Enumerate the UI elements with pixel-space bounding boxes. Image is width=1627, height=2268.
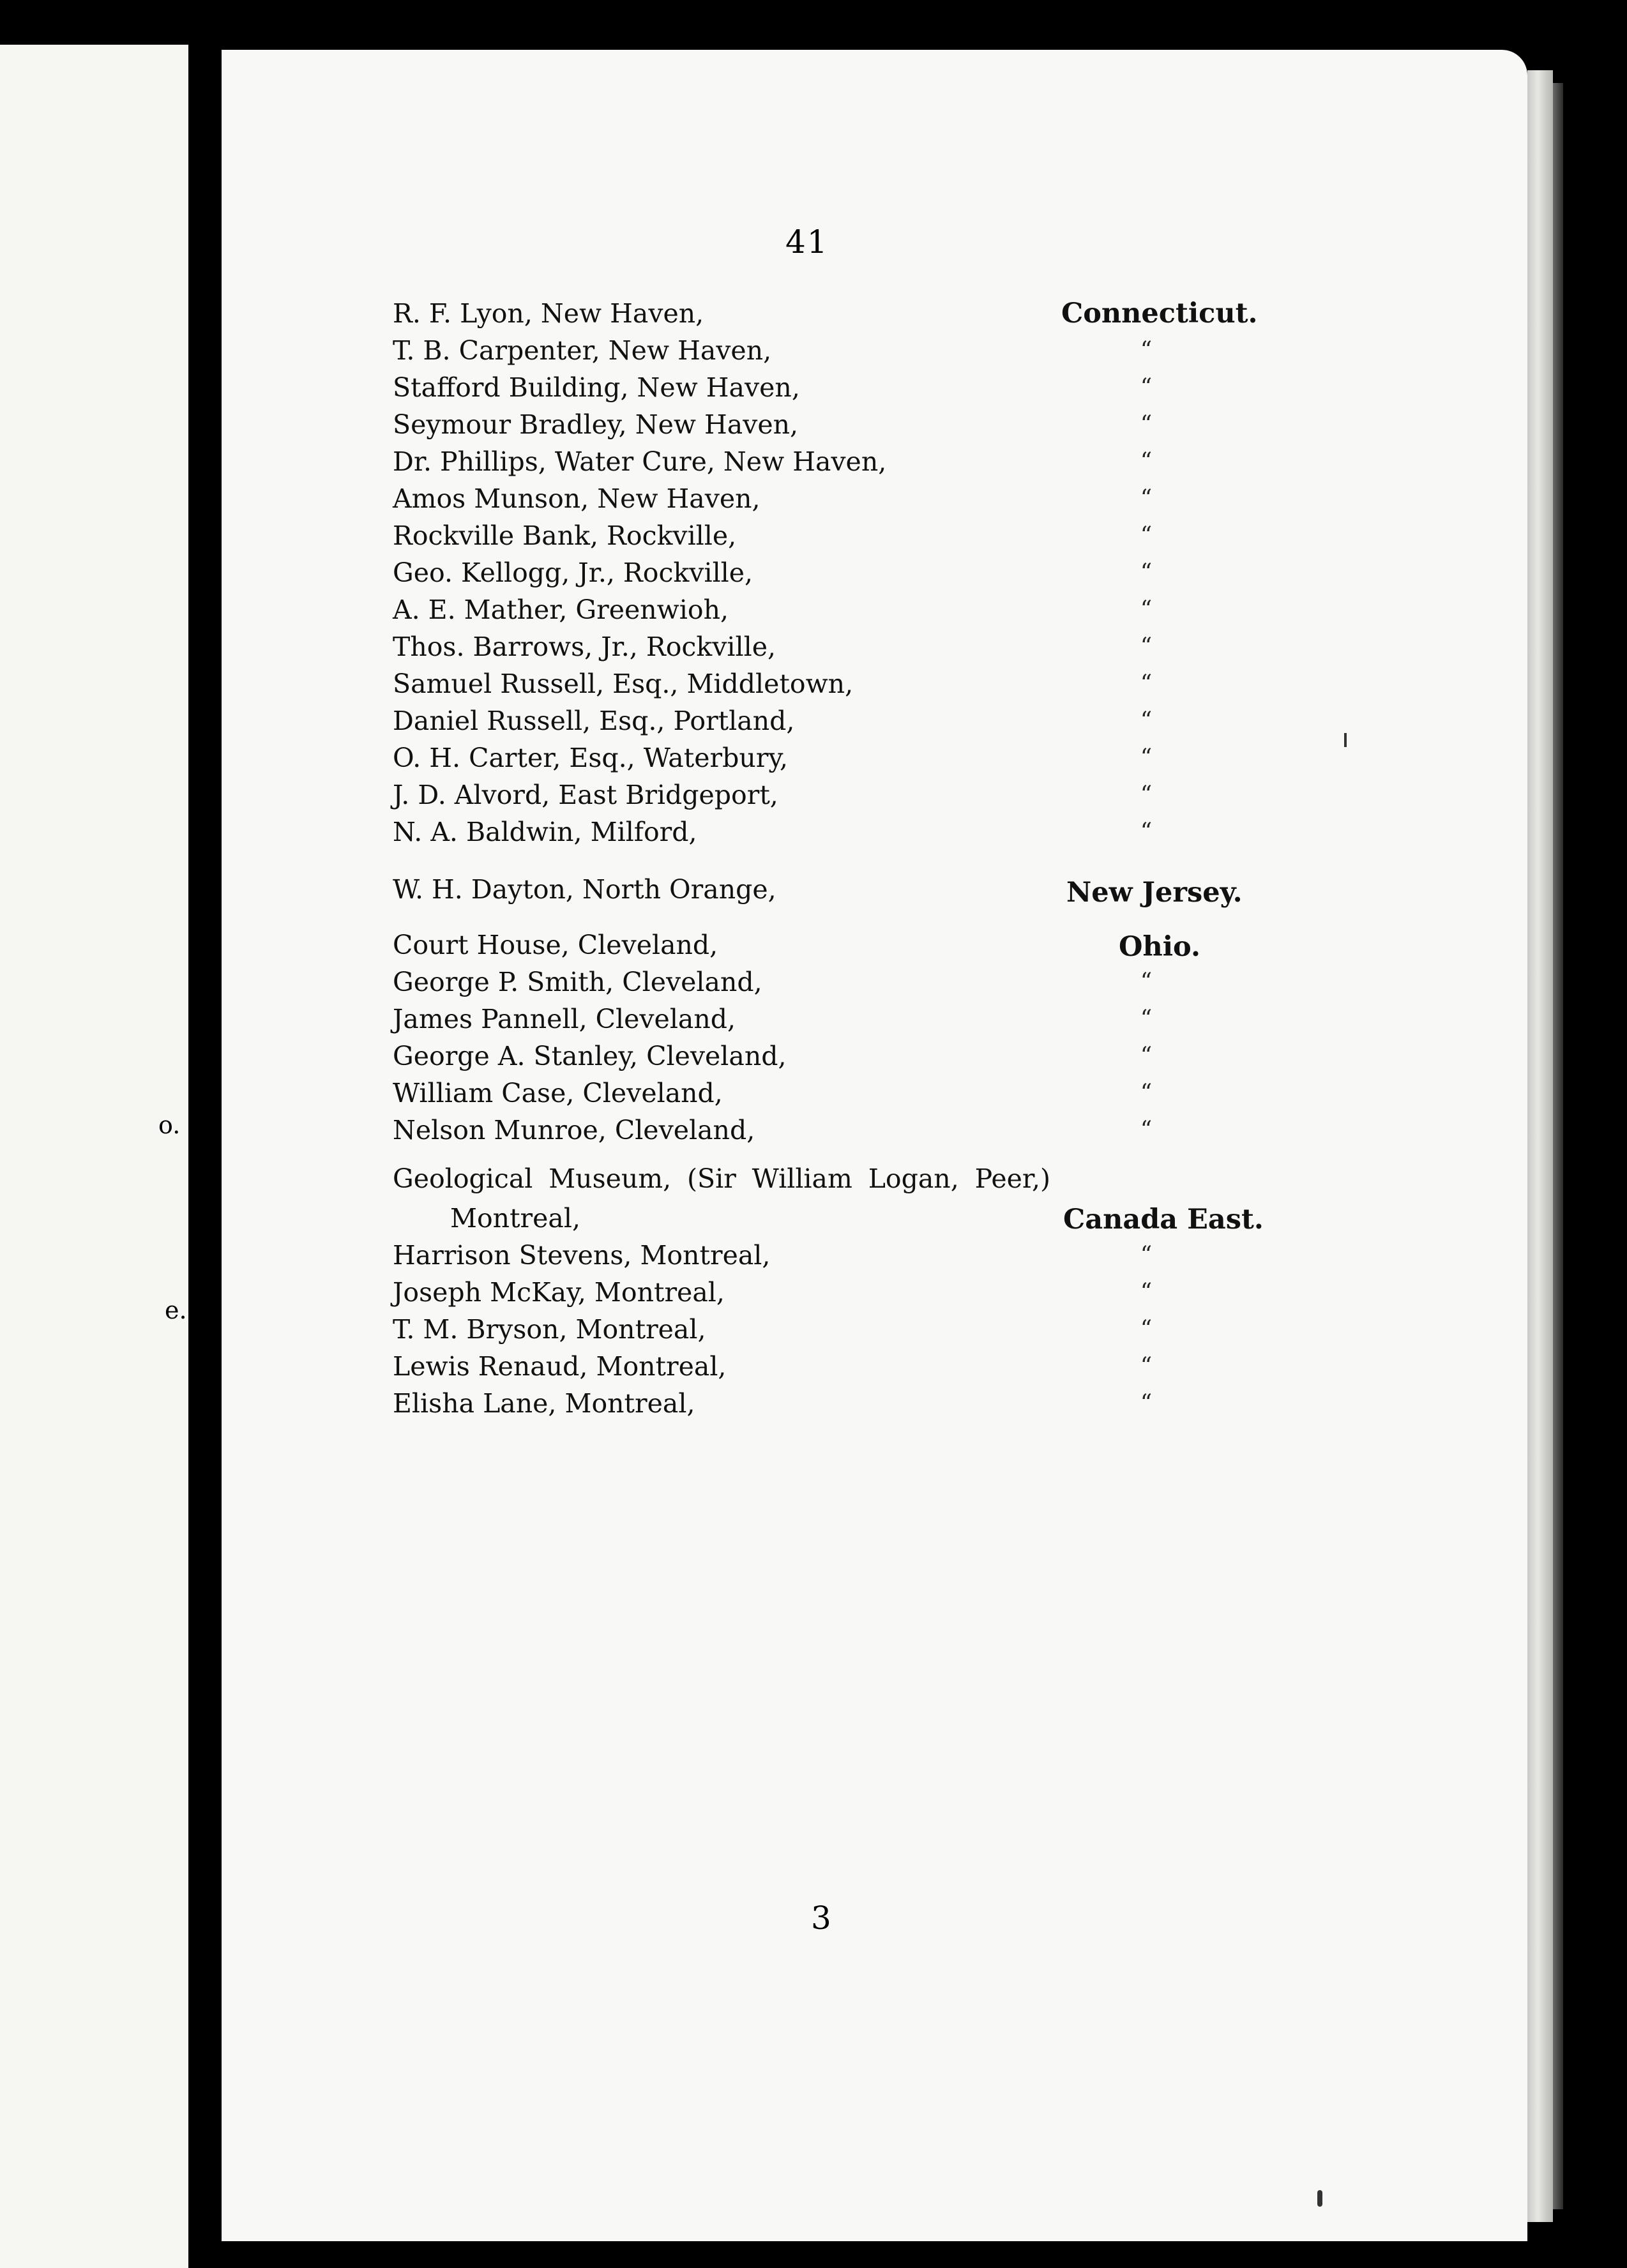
entry-name: James Pannell, Cleveland, [393, 1004, 736, 1034]
list-item [393, 740, 1044, 776]
ditto-mark: “ [1140, 1390, 1153, 1416]
list-item [393, 1038, 1044, 1074]
state-label: New Jersey. [1066, 877, 1243, 909]
ditto-mark: “ [1140, 596, 1153, 623]
entry-name: Geo. Kellogg, Jr., Rockville, [393, 557, 753, 588]
ditto-mark: “ [1140, 707, 1153, 734]
list-item [393, 407, 1044, 442]
entry-name: N. A. Baldwin, Milford, [393, 817, 697, 847]
list-item [393, 296, 1031, 331]
ditto-mark: “ [1140, 1353, 1153, 1379]
page-edge-strip [1553, 83, 1563, 2209]
word: Geological [393, 1163, 533, 1194]
entry-name: Lewis Renaud, Montreal, [393, 1351, 727, 1382]
list-item [393, 555, 1044, 591]
list-item [393, 703, 1044, 739]
ditto-mark: “ [1140, 374, 1153, 400]
entry-name: Court House, Cleveland, [393, 930, 718, 960]
entry-name: George A. Stanley, Cleveland, [393, 1041, 787, 1071]
entry-name: Seymour Bradley, New Haven, [393, 409, 799, 440]
word: Logan, [868, 1163, 959, 1194]
left-page-edge [0, 45, 188, 2268]
ditto-mark: “ [1140, 633, 1153, 660]
word: (Sir [687, 1163, 736, 1194]
entry-name: Thos. Barrows, Jr., Rockville, [393, 631, 776, 662]
state-label: Connecticut. [1061, 298, 1258, 329]
ditto-mark: “ [1140, 337, 1153, 363]
list-item [393, 333, 1044, 368]
book-gutter [188, 38, 222, 2268]
entry-name: Joseph McKay, Montreal, [393, 1277, 725, 1308]
ditto-mark: “ [1140, 1006, 1153, 1032]
word: Museum, [549, 1163, 672, 1194]
word: Peer,) [974, 1163, 1050, 1194]
ditto-mark: “ [1140, 1043, 1153, 1069]
list-item [393, 518, 1044, 554]
entry-name: William Case, Cleveland, [393, 1078, 723, 1108]
ditto-mark: “ [1140, 522, 1153, 548]
left-page-fragment: e. [165, 1296, 187, 1324]
entry-name: A. E. Mather, Greenwioh, [393, 594, 729, 625]
list-item [393, 1112, 1044, 1148]
entry-name: Nelson Munroe, Cleveland, [393, 1115, 755, 1145]
entry-name: Elisha Lane, Montreal, [393, 1388, 695, 1419]
ditto-mark: “ [1140, 448, 1153, 474]
list-item [393, 927, 1044, 963]
ditto-mark: “ [1140, 782, 1153, 808]
ditto-mark: “ [1140, 485, 1153, 511]
list-item [393, 1274, 1047, 1310]
entry-name: Harrison Stevens, Montreal, [393, 1240, 771, 1271]
list-item [393, 964, 1044, 1000]
ditto-mark: “ [1140, 1080, 1153, 1106]
ink-speck [1317, 2190, 1322, 2207]
list-item [393, 481, 1044, 517]
list-item [393, 872, 1038, 907]
list-item [393, 444, 1044, 480]
entry-name: George P. Smith, Cleveland, [393, 967, 762, 997]
museum-entry-line1 [393, 1161, 1050, 1197]
entry-name: R. F. Lyon, New Haven, [393, 298, 704, 329]
list-item [393, 666, 1044, 702]
state-label: Ohio. [1119, 931, 1200, 963]
list-item [393, 777, 1044, 813]
list-item [393, 1349, 1047, 1384]
entry-name: T. B. Carpenter, New Haven, [393, 335, 772, 366]
entry-name: T. M. Bryson, Montreal, [393, 1314, 706, 1345]
page-number: 41 [785, 223, 829, 261]
list-item [393, 1312, 1047, 1347]
list-item [393, 629, 1044, 665]
ditto-mark: “ [1140, 411, 1153, 437]
ditto-mark: “ [1140, 969, 1153, 995]
ditto-mark: “ [1140, 559, 1153, 586]
entry-name: Stafford Building, New Haven, [393, 372, 800, 403]
list-item [393, 592, 1044, 628]
list-item [393, 370, 1044, 405]
museum-entry-line2 [450, 1200, 1050, 1236]
list-item [393, 1001, 1044, 1037]
list-item [393, 1237, 1047, 1273]
state-label: Canada East. [1063, 1204, 1264, 1236]
ink-speck [1344, 733, 1347, 747]
entry-name: Amos Munson, New Haven, [393, 483, 761, 514]
entry-name: Montreal, [450, 1203, 580, 1234]
ditto-mark: “ [1140, 745, 1153, 771]
list-item [393, 814, 1044, 850]
entry-name: O. H. Carter, Esq., Waterbury, [393, 743, 789, 773]
entry-name: Samuel Russell, Esq., Middletown, [393, 669, 854, 699]
entry-name: Dr. Phillips, Water Cure, New Haven, [393, 446, 887, 477]
word: William [752, 1163, 852, 1194]
entry-name: Daniel Russell, Esq., Portland, [393, 706, 795, 736]
ditto-mark: “ [1140, 670, 1153, 697]
ditto-mark: “ [1140, 1316, 1153, 1342]
ditto-mark: “ [1140, 1279, 1153, 1305]
list-item [393, 1386, 1047, 1421]
ditto-mark: “ [1140, 819, 1153, 845]
left-page-fragment: o. [158, 1111, 181, 1139]
ditto-mark: “ [1140, 1242, 1153, 1268]
ditto-mark: “ [1140, 1117, 1153, 1143]
signature-mark: 3 [811, 1900, 831, 1937]
entry-name: W. H. Dayton, North Orange, [393, 874, 776, 905]
list-item [393, 1075, 1044, 1111]
page-edge-shadow [1527, 70, 1553, 2222]
entry-name: J. D. Alvord, East Bridgeport, [393, 780, 778, 810]
entry-name: Rockville Bank, Rockville, [393, 520, 737, 551]
